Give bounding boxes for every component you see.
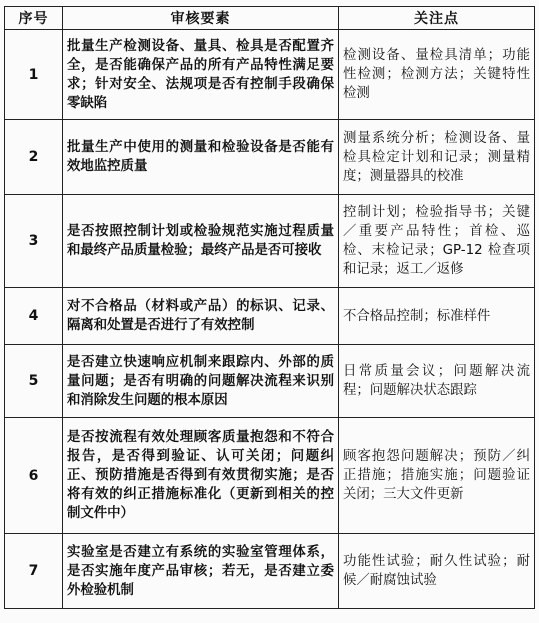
row-focus: 不合格品控制；标准样件: [339, 288, 535, 345]
header-number: 序号: [5, 7, 63, 30]
row-number: 4: [5, 288, 63, 345]
header-requirement: 审核要素: [63, 7, 339, 30]
row-focus: 控制计划；检验指导书；关键／重要产品特性；首检、巡检、末检记录；GP-12 检查项和记录；返工／返修: [339, 195, 535, 288]
row-number: 7: [5, 534, 63, 609]
table-row: [5, 195, 535, 288]
table-row: [5, 418, 535, 534]
row-number: 1: [5, 30, 63, 120]
table-row: [5, 534, 535, 609]
row-requirement: 是否按照控制计划或检验规范实施过程质量和最终产品质量检验；最终产品是否可接收: [63, 195, 339, 288]
table-row: [5, 288, 535, 345]
row-focus: 测量系统分析；检测设备、量检具检定计划和记录；测量精度；测量器具的校准: [339, 120, 535, 195]
row-requirement: 批量生产检测设备、量具、检具是否配置齐全，是否能确保产品的所有产品特性满足要求；针对安全、法规项是否有控制手段确保零缺陷: [63, 30, 339, 120]
row-number: 5: [5, 345, 63, 418]
table-row: [5, 120, 535, 195]
header-focus: 关注点: [339, 7, 535, 30]
row-requirement: 是否按流程有效处理顾客质量抱怨和不符合报告，是否得到验证、认可关闭；问题纠正、预防措施是否得到有效贯彻实施；是否将有效的纠正措施标准化（更新到相关的控制文件中）: [63, 418, 339, 534]
row-requirement: 是否建立快速响应机制来跟踪内、外部的质量问题；是否有明确的问题解决流程来识别和消除发生问题的根本原因: [63, 345, 339, 418]
row-focus: 顾客抱怨问题解决；预防／纠正措施；措施实施；问题验证关闭；三大文件更新: [339, 418, 535, 534]
table-row: [5, 345, 535, 418]
header-row: [5, 7, 535, 30]
row-requirement: 批量生产中使用的测量和检验设备是否能有效地监控质量: [63, 120, 339, 195]
row-requirement: 对不合格品（材料或产品）的标识、记录、隔离和处置是否进行了有效控制: [63, 288, 339, 345]
table-row: [5, 30, 535, 120]
row-requirement: 实验室是否建立有系统的实验室管理体系，是否实施年度产品审核；若无，是否建立委外检验机制: [63, 534, 339, 609]
audit-table: [4, 6, 535, 609]
row-number: 6: [5, 418, 63, 534]
row-focus: 功能性试验；耐久性试验；耐候／耐腐蚀试验: [339, 534, 535, 609]
row-focus: 日常质量会议；问题解决流程；问题解决状态跟踪: [339, 345, 535, 418]
row-number: 3: [5, 195, 63, 288]
row-focus: 检测设备、量检具清单；功能性检测；检测方法；关键特性检测: [339, 30, 535, 120]
row-number: 2: [5, 120, 63, 195]
